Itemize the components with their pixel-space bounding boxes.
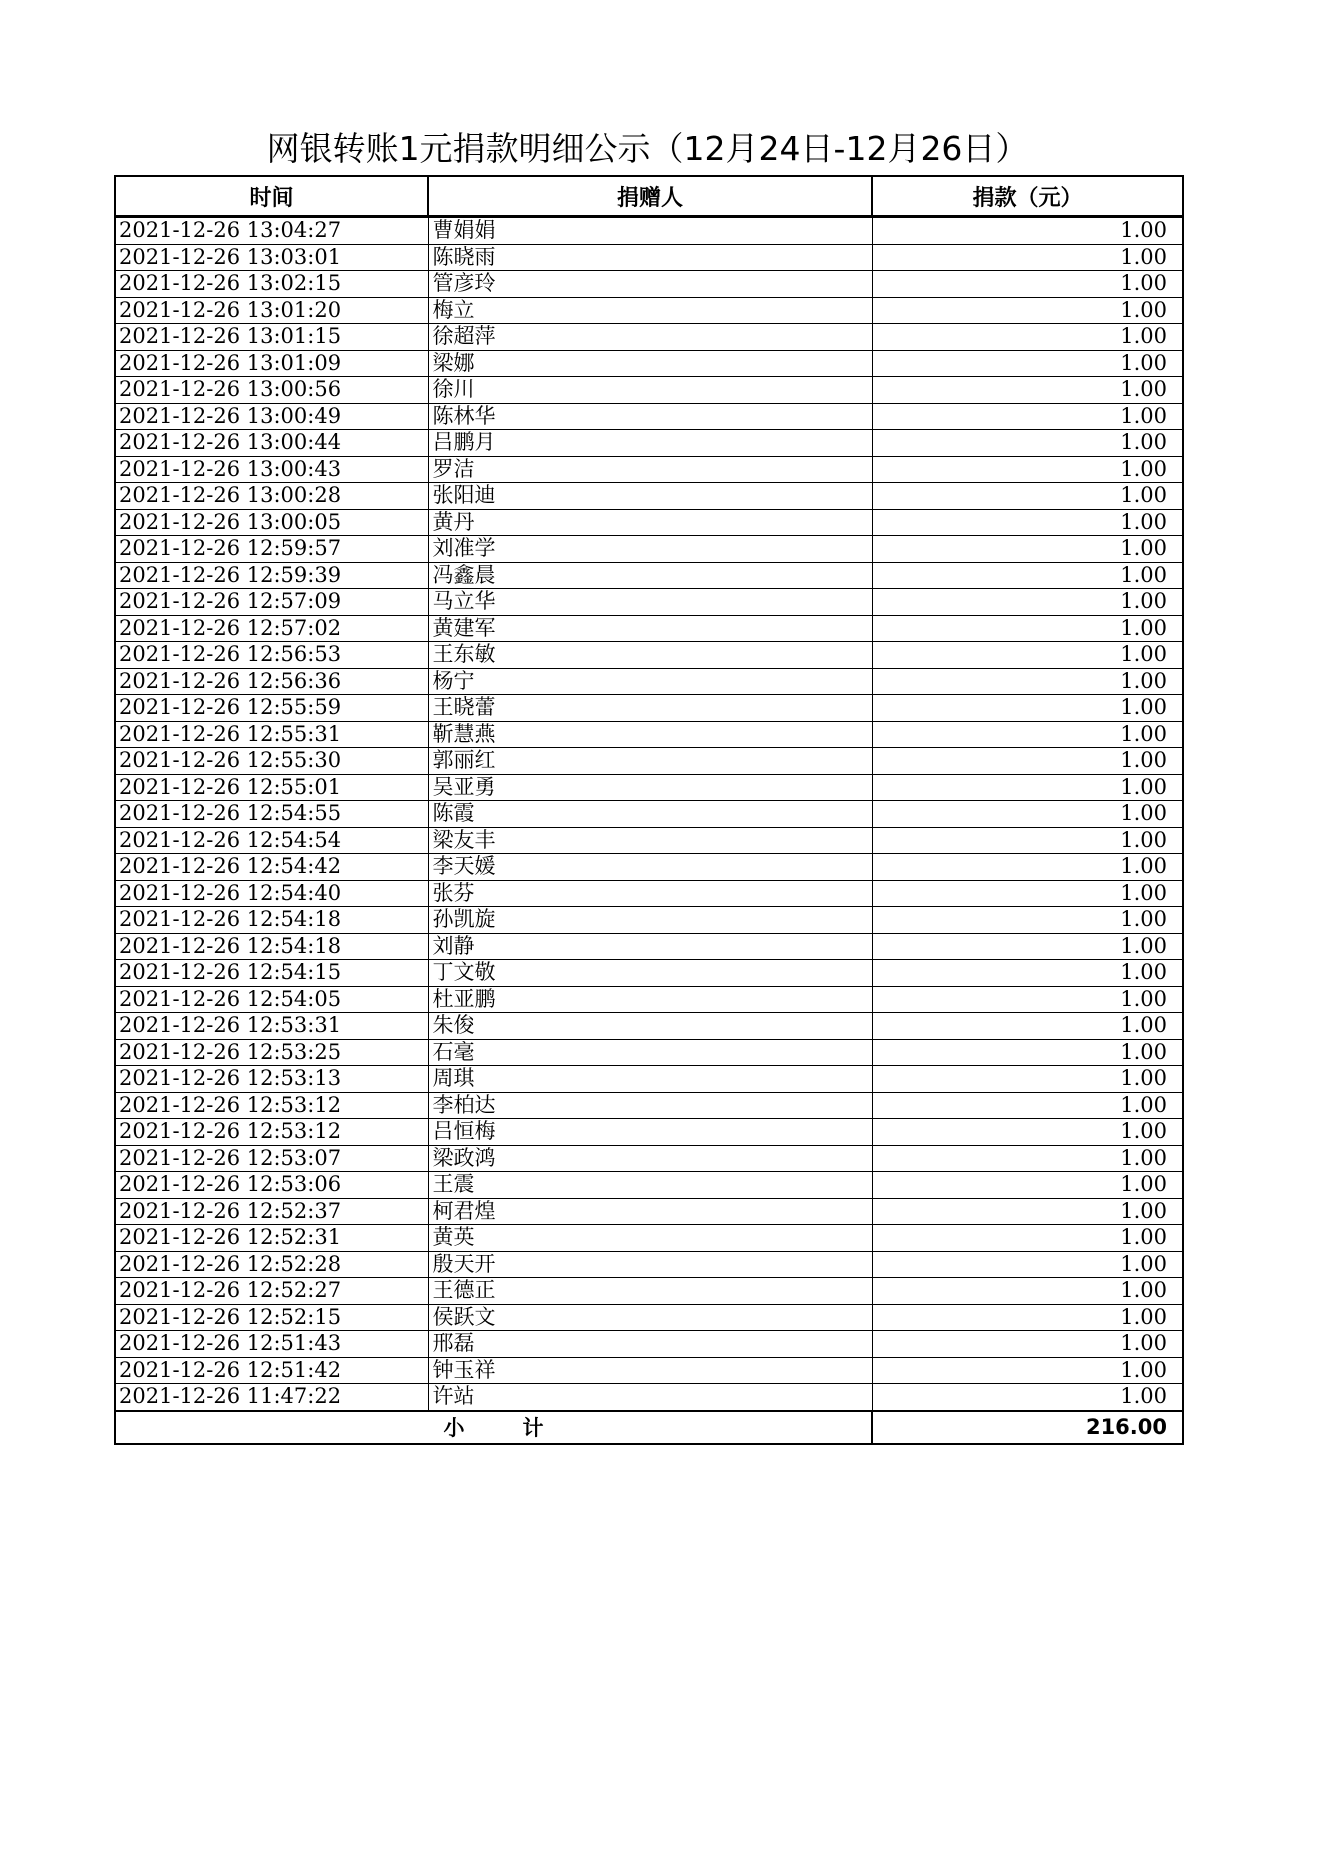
row-donor-name: 吕恒梅 [428,1119,872,1146]
row-donor-name: 杜亚鹏 [428,986,872,1013]
row-donor-name: 邢磊 [428,1331,872,1358]
row-time: 2021-12-26 12:53:12 [115,1092,428,1119]
subtotal-label-right: 计 [522,1416,544,1440]
row-time: 2021-12-26 12:53:31 [115,1013,428,1040]
row-donor-name: 王德正 [428,1278,872,1305]
row-time: 2021-12-26 13:00:28 [115,483,428,510]
table-row [115,562,1183,589]
row-donor-name: 殷天开 [428,1251,872,1278]
table-row [115,350,1183,377]
table-row [115,1172,1183,1199]
table-row [115,748,1183,775]
row-amount: 1.00 [872,324,1183,351]
row-time: 2021-12-26 12:57:09 [115,589,428,616]
row-time: 2021-12-26 13:01:20 [115,297,428,324]
row-donor-name: 冯鑫晨 [428,562,872,589]
donation-table [114,175,1184,1445]
row-donor-name: 吴亚勇 [428,774,872,801]
header-donor: 捐赠人 [428,176,872,217]
row-amount: 1.00 [872,1013,1183,1040]
row-donor-name: 徐超萍 [428,324,872,351]
row-donor-name: 李天媛 [428,854,872,881]
row-donor-name: 曹娟娟 [428,217,872,245]
row-amount: 1.00 [872,1251,1183,1278]
table-row [115,1251,1183,1278]
row-amount: 1.00 [872,350,1183,377]
table-row [115,483,1183,510]
row-amount: 1.00 [872,271,1183,298]
row-donor-name: 马立华 [428,589,872,616]
row-donor-name: 梅立 [428,297,872,324]
row-amount: 1.00 [872,1304,1183,1331]
header-time: 时间 [115,176,428,217]
table-row [115,854,1183,881]
table-row [115,1331,1183,1358]
table-row [115,801,1183,828]
row-donor-name: 管彦玲 [428,271,872,298]
row-amount: 1.00 [872,933,1183,960]
row-time: 2021-12-26 13:01:09 [115,350,428,377]
row-donor-name: 刘准学 [428,536,872,563]
row-donor-name: 陈霞 [428,801,872,828]
row-amount: 1.00 [872,377,1183,404]
table-row [115,933,1183,960]
subtotal-label [115,1411,872,1444]
row-donor-name: 郭丽红 [428,748,872,775]
row-donor-name: 徐川 [428,377,872,404]
table-row [115,1304,1183,1331]
row-amount: 1.00 [872,1331,1183,1358]
row-donor-name: 梁娜 [428,350,872,377]
row-amount: 1.00 [872,774,1183,801]
row-amount: 1.00 [872,483,1183,510]
row-amount: 1.00 [872,1225,1183,1252]
row-time: 2021-12-26 12:54:40 [115,880,428,907]
row-amount: 1.00 [872,1357,1183,1384]
table-row [115,217,1183,245]
table-row [115,1066,1183,1093]
row-amount: 1.00 [872,748,1183,775]
row-time: 2021-12-26 12:54:55 [115,801,428,828]
row-amount: 1.00 [872,589,1183,616]
table-row [115,1039,1183,1066]
table-row [115,1013,1183,1040]
table-row [115,1145,1183,1172]
subtotal-label-left: 小 [443,1416,465,1440]
row-amount: 1.00 [872,536,1183,563]
table-body [115,217,1183,1411]
table-row [115,986,1183,1013]
row-amount: 1.00 [872,1119,1183,1146]
row-amount: 1.00 [872,1198,1183,1225]
table-row [115,827,1183,854]
table-row [115,324,1183,351]
row-donor-name: 陈林华 [428,403,872,430]
table-row [115,1225,1183,1252]
table-header-row [115,176,1183,217]
row-time: 2021-12-26 12:53:06 [115,1172,428,1199]
row-amount: 1.00 [872,1039,1183,1066]
row-time: 2021-12-26 12:51:42 [115,1357,428,1384]
row-donor-name: 王东敏 [428,642,872,669]
row-time: 2021-12-26 12:54:54 [115,827,428,854]
row-time: 2021-12-26 12:54:42 [115,854,428,881]
row-amount: 1.00 [872,907,1183,934]
table-row [115,589,1183,616]
row-amount: 1.00 [872,801,1183,828]
row-time: 2021-12-26 12:53:07 [115,1145,428,1172]
row-amount: 1.00 [872,1092,1183,1119]
table-row [115,1092,1183,1119]
table-row [115,244,1183,271]
row-donor-name: 张阳迪 [428,483,872,510]
row-donor-name: 梁政鸿 [428,1145,872,1172]
table-row [115,695,1183,722]
row-donor-name: 石毫 [428,1039,872,1066]
row-time: 2021-12-26 13:02:15 [115,271,428,298]
row-donor-name: 李柏达 [428,1092,872,1119]
row-time: 2021-12-26 12:52:37 [115,1198,428,1225]
row-time: 2021-12-26 12:51:43 [115,1331,428,1358]
row-donor-name: 黄英 [428,1225,872,1252]
row-amount: 1.00 [872,244,1183,271]
row-donor-name: 孙凯旋 [428,907,872,934]
row-time: 2021-12-26 12:54:15 [115,960,428,987]
row-time: 2021-12-26 13:04:27 [115,217,428,245]
row-amount: 1.00 [872,297,1183,324]
table-row [115,536,1183,563]
row-time: 2021-12-26 12:54:18 [115,933,428,960]
row-donor-name: 吕鹏月 [428,430,872,457]
row-amount: 1.00 [872,562,1183,589]
row-amount: 1.00 [872,1172,1183,1199]
row-time: 2021-12-26 12:55:01 [115,774,428,801]
row-donor-name: 黄丹 [428,509,872,536]
row-amount: 1.00 [872,986,1183,1013]
row-donor-name: 王晓蕾 [428,695,872,722]
table-row [115,1357,1183,1384]
table-row [115,271,1183,298]
row-amount: 1.00 [872,668,1183,695]
row-amount: 1.00 [872,642,1183,669]
header-amount: 捐款（元） [872,176,1183,217]
table-row [115,774,1183,801]
row-time: 2021-12-26 12:56:53 [115,642,428,669]
row-amount: 1.00 [872,615,1183,642]
table-row [115,430,1183,457]
row-time: 2021-12-26 13:00:44 [115,430,428,457]
row-amount: 1.00 [872,430,1183,457]
row-amount: 1.00 [872,880,1183,907]
row-time: 2021-12-26 13:01:15 [115,324,428,351]
row-donor-name: 黄建军 [428,615,872,642]
row-donor-name: 柯君煌 [428,1198,872,1225]
row-time: 2021-12-26 13:00:49 [115,403,428,430]
row-time: 2021-12-26 12:52:31 [115,1225,428,1252]
row-time: 2021-12-26 12:53:13 [115,1066,428,1093]
row-time: 2021-12-26 12:54:18 [115,907,428,934]
row-donor-name: 张芬 [428,880,872,907]
row-donor-name: 刘静 [428,933,872,960]
table-row [115,1119,1183,1146]
row-amount: 1.00 [872,1066,1183,1093]
row-time: 2021-12-26 12:52:27 [115,1278,428,1305]
row-donor-name: 王震 [428,1172,872,1199]
row-amount: 1.00 [872,403,1183,430]
table-row [115,1278,1183,1305]
row-donor-name: 罗洁 [428,456,872,483]
table-row [115,297,1183,324]
row-donor-name: 梁友丰 [428,827,872,854]
row-amount: 1.00 [872,854,1183,881]
table-row [115,642,1183,669]
subtotal-row [115,1411,1183,1444]
row-donor-name: 许站 [428,1384,872,1411]
row-time: 2021-12-26 13:03:01 [115,244,428,271]
row-amount: 1.00 [872,695,1183,722]
row-amount: 1.00 [872,217,1183,245]
row-time: 2021-12-26 11:47:22 [115,1384,428,1411]
row-donor-name: 侯跃文 [428,1304,872,1331]
table-row [115,456,1183,483]
table-row [115,377,1183,404]
row-time: 2021-12-26 12:53:25 [115,1039,428,1066]
row-time: 2021-12-26 12:56:36 [115,668,428,695]
row-amount: 1.00 [872,827,1183,854]
row-amount: 1.00 [872,509,1183,536]
row-time: 2021-12-26 12:54:05 [115,986,428,1013]
table-row [115,615,1183,642]
table-row [115,403,1183,430]
row-time: 2021-12-26 12:59:39 [115,562,428,589]
row-time: 2021-12-26 12:55:31 [115,721,428,748]
row-amount: 1.00 [872,456,1183,483]
row-time: 2021-12-26 12:52:28 [115,1251,428,1278]
table-row [115,1384,1183,1411]
table-row [115,907,1183,934]
row-donor-name: 钟玉祥 [428,1357,872,1384]
row-amount: 1.00 [872,1384,1183,1411]
page-title: 网银转账1元捐款明细公示（12月24日-12月26日） [266,129,1029,168]
row-time: 2021-12-26 12:55:30 [115,748,428,775]
row-donor-name: 周琪 [428,1066,872,1093]
row-time: 2021-12-26 12:52:15 [115,1304,428,1331]
row-amount: 1.00 [872,1278,1183,1305]
row-time: 2021-12-26 12:55:59 [115,695,428,722]
table-row [115,880,1183,907]
row-time: 2021-12-26 12:59:57 [115,536,428,563]
row-donor-name: 朱俊 [428,1013,872,1040]
row-time: 2021-12-26 13:00:43 [115,456,428,483]
table-row [115,960,1183,987]
row-amount: 1.00 [872,960,1183,987]
table-row [115,509,1183,536]
row-time: 2021-12-26 13:00:56 [115,377,428,404]
row-donor-name: 靳慧燕 [428,721,872,748]
table-row [115,668,1183,695]
row-time: 2021-12-26 12:53:12 [115,1119,428,1146]
table-row [115,721,1183,748]
row-time: 2021-12-26 13:00:05 [115,509,428,536]
row-donor-name: 杨宁 [428,668,872,695]
row-amount: 1.00 [872,1145,1183,1172]
row-donor-name: 丁文敬 [428,960,872,987]
row-time: 2021-12-26 12:57:02 [115,615,428,642]
subtotal-value: 216.00 [872,1411,1183,1444]
row-donor-name: 陈晓雨 [428,244,872,271]
table-row [115,1198,1183,1225]
row-amount: 1.00 [872,721,1183,748]
